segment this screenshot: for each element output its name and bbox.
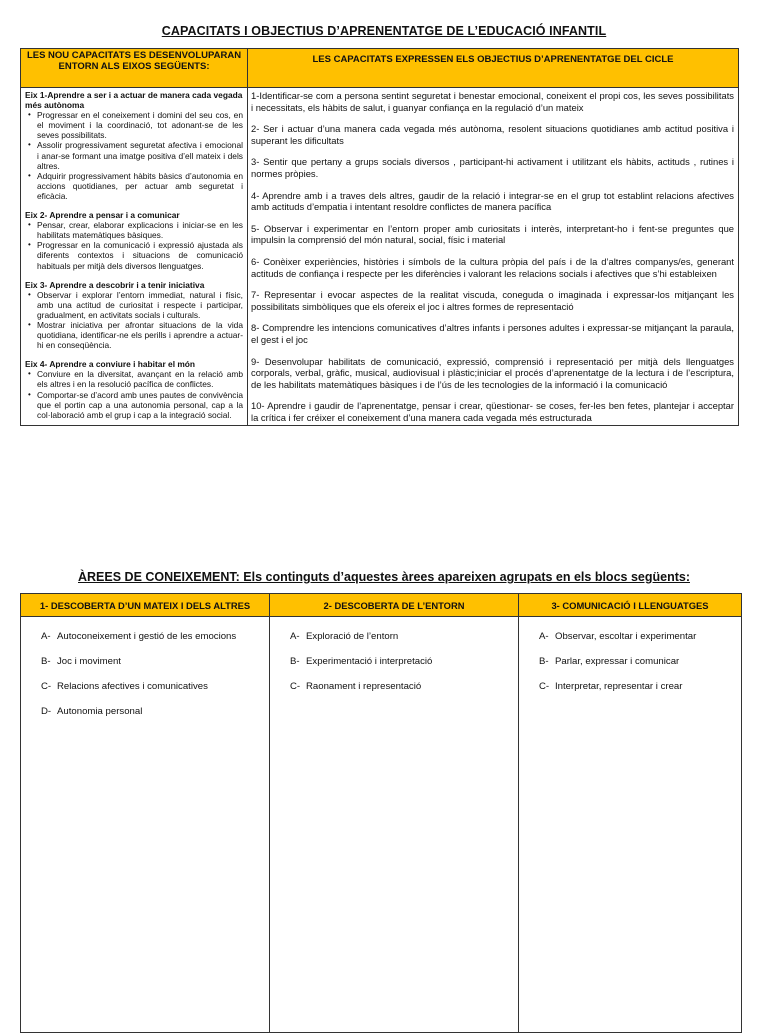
header-right: LES CAPACITATS EXPRESSEN ELS OBJECTIUS D’APRENENTATGE DEL CICLE [248,49,739,88]
eix-list [25,220,243,270]
area-item: A- Observar, escoltar i experimentar [539,631,697,642]
area-cell-1 [21,617,270,1033]
areas-title: ÀREES DE CONEIXEMENT: Els continguts d’aquestes àrees apareixen agrupats en els blocs següents: [78,570,690,584]
objectiu: 4- Aprendre amb i a traves dels altres, gaudir de la relació i integrar-se en el grup tot establint relacions afectives amb actituds d’empatia i intentant resoldre conflictes de manera pacífica [251,189,734,213]
eix-item: • Observar i explorar l’entorn immediat, natural i físic, amb una actitud de curiositat i respecte i participar, gradualment, en activitats socials i culturals. [37,290,243,320]
eix-title: Eix 1-Aprendre a ser i a actuar de manera cada vegada més autònoma [25,90,243,111]
eix-item: • Assolir progressivament seguretat afectiva i emocional i anar-se formant una imatge positiva d’ell mateix i dels altres. [37,140,243,170]
area-item: B- Experimentació i interpretació [290,656,433,667]
objectiu: 2- Ser i actuar d’una manera cada vegada més autònoma, resolent situacions quotidianes amb actitud positiva i superant les dificultats [251,123,734,146]
area-item: A- Autoconeixement i gestió de les emocions [41,631,237,642]
objectiu: 7- Representar i evocar aspectes de la realitat viscuda, coneguda o imaginada i expressar-los mitjançant les possibilitats simbòliques que els ofereix el joc i altres formes de representació [251,289,734,312]
objectiu: 8- Comprendre les intencions comunicatives d’altres infants i persones adultes i expressar-se mitjançant la paraula, el gest i el joc [251,322,734,345]
eix-title: Eix 2- Aprendre a pensar i a comunicar [25,210,180,221]
area-item: C- Interpretar, representar i crear [539,681,683,692]
eix-item: • Adquirir progressivament hàbits bàsics d’autonomia en accions quotidianes, per actuar amb seguretat i eficàcia. [37,171,243,201]
area-cell-2 [270,617,519,1033]
area-header-2: 2- DESCOBERTA DE L’ENTORN [270,594,519,617]
eix-item: • Progressar en el coneixement i domini del seu cos, en el moviment i la coordinació, tot adonant-se de les seves possibilitats. [37,110,243,140]
capacitats-table [20,48,739,426]
objectiu: 5- Observar i experimentar en l’entorn proper amb curiositats i interès, interpretant-ho i fent-se preguntes que impulsin la comprensió del món natural, social, físic i material [251,222,734,246]
area-header-1: 1- DESCOBERTA D’UN MATEIX I DELS ALTRES [21,594,270,617]
areas-table [20,593,742,1033]
area-item: B- Parlar, expressar i comunicar [539,656,680,667]
area-item: C- Raonament i representació [290,681,422,692]
header-left: LES NOU CAPACITATS ES DESENVOLUPARAN ENTORN ALS EIXOS SEGÜENTS: [21,49,248,88]
eix-item: • Mostrar iniciativa per afrontar situacions de la vida quotidiana, identificar-ne els perills i aprendre a actuar-hi en conseqüència. [37,320,243,350]
eix-item: • Comportar-se d’acord amb unes pautes de convivència que el portin cap a una autonomia personal, cap a la col·laboració amb el grup i cap a la integració social. [37,390,243,420]
area-item: B- Joc i moviment [41,656,121,667]
area-item: D- Autonomia personal [41,706,143,717]
objectius-cell [248,88,739,426]
area-item: A- Exploració de l’entorn [290,631,399,642]
eix-item: • Conviure en la diversitat, avançant en la relació amb els altres i en la resolució pacífica de conflictes. [37,369,243,389]
eix-list [25,369,243,419]
objectiu: 1-Identificar-se com a persona sentint seguretat i benestar emocional, coneixent el propi cos, les seves possibilitats i necessitats, els hàbits de salut, i guanyar confiança en la regulació d’un mateix [251,90,734,113]
eix-list [25,290,243,351]
area-header-3: 3- COMUNICACIÓ I LLENGUATGES [519,594,742,617]
objectiu: 6- Conèixer experiències, històries i símbols de la cultura pròpia del país i de la d’altres companys/es, generant actituds de confiança i respecte per les diferències i valorant les relacions socials i afectives que s’hi estableixen [251,255,734,279]
eix-list [25,110,243,201]
eix-item: • Progressar en la comunicació i expressió ajustada als diferents contextos i situacions de comunicació habituals per mitjà dels diversos llenguatges. [37,240,243,270]
area-cell-3 [519,617,742,1033]
eix-item: • Pensar, crear, elaborar explicacions i iniciar-se en les habilitats matemàtiques bàsiques. [37,220,243,240]
objectiu: 3- Sentir que pertany a grups socials diversos , participant-hi activament i utilitzant els hàbits, actituds , rutines i normes pròpies. [251,156,734,179]
objectiu: 9- Desenvolupar habilitats de comunicació, expressió, comprensió i representació per mitjà dels llenguatges corporals, verbal, gràfic, musical, audiovisual i plàstic;iniciar el procés d’aprenentatge de la lectura i de l’escriptura, de les habilitats matemàtiques bàsiques i de l’ús de les tecnologies de la informació i la comunicació [251,355,734,390]
page-title: CAPACITATS I OBJECTIUS D’APRENENTATGE DE L’EDUCACIÓ INFANTIL [161,24,607,38]
eix-title: Eix 3- Aprendre a descobrir i a tenir iniciativa [25,279,205,290]
eix-title: Eix 4- Aprendre a conviure i habitar el món [25,359,196,370]
area-item: C- Relacions afectives i comunicatives [41,681,208,692]
eixos-cell [21,88,248,426]
objectiu: 10- Aprendre i gaudir de l’aprenentatge, pensar i crear, qüestionar- se coses, fer-les ben fetes, plantejar i acceptar la crítica i fer créixer el coneixement d’una manera cada vegada més estructurada [251,400,734,423]
